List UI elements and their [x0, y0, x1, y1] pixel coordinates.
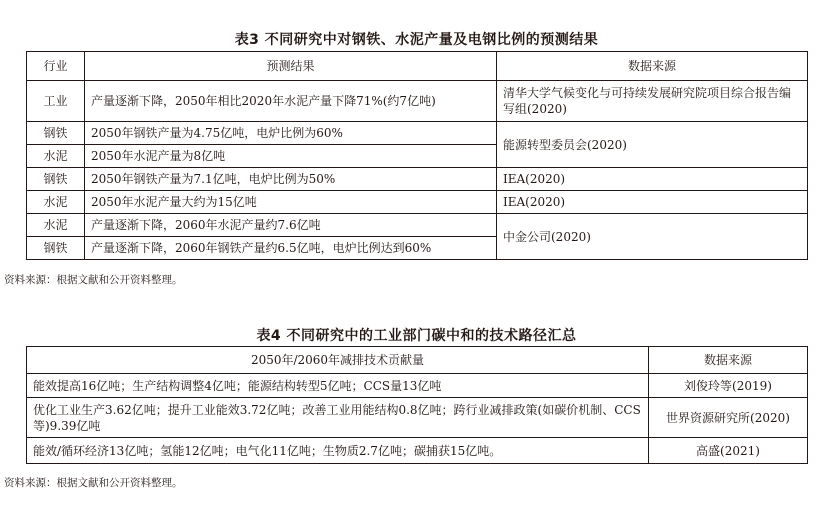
table4-header-row	[27, 347, 808, 374]
header-source: 数据来源	[649, 347, 808, 374]
table3-footnote: 资料来源：根据文献和公开资料整理。	[4, 274, 183, 286]
source-cell: 中金公司(2020)	[497, 214, 808, 260]
source-cell: 世界资源研究所(2020)	[649, 398, 808, 438]
industry-cell: 工业	[27, 81, 85, 122]
table4-title: 表4 不同研究中的工业部门碳中和的技术路径汇总	[256, 328, 577, 344]
result-cell: 2050年钢铁产量为4.75亿吨，电炉比例为60%	[85, 122, 497, 145]
result-cell: 2050年水泥产量为8亿吨	[85, 145, 497, 168]
header-contribution: 2050年/2060年减排技术贡献量	[27, 347, 649, 374]
table3	[26, 51, 808, 260]
result-cell: 2050年钢铁产量为7.1亿吨，电炉比例为50%	[85, 168, 497, 191]
table-row	[27, 374, 808, 398]
table-row	[27, 214, 808, 237]
industry-cell: 钢铁	[27, 168, 85, 191]
result-cell: 产量逐渐下降，2060年水泥产量约7.6亿吨	[85, 214, 497, 237]
industry-cell: 水泥	[27, 145, 85, 168]
industry-cell: 水泥	[27, 191, 85, 214]
result-cell: 产量逐渐下降，2060年钢铁产量约6.5亿吨，电炉比例达到60%	[85, 237, 497, 260]
contribution-cell: 优化工业生产3.62亿吨；提升工业能效3.72亿吨；改善工业用能结构0.8亿吨；跨行业减排政策(如碳价机制、CCS等)9.39亿吨	[27, 398, 649, 438]
table3-header-row	[27, 52, 808, 81]
table-row	[27, 438, 808, 464]
source-cell: IEA(2020)	[497, 191, 808, 214]
source-cell: 能源转型委员会(2020)	[497, 122, 808, 168]
source-cell: 刘俊玲等(2019)	[649, 374, 808, 398]
source-cell: IEA(2020)	[497, 168, 808, 191]
table-row	[27, 81, 808, 122]
table-row	[27, 398, 808, 438]
header-result: 预测结果	[85, 52, 497, 81]
result-cell: 2050年水泥产量大约为15亿吨	[85, 191, 497, 214]
industry-cell: 钢铁	[27, 237, 85, 260]
industry-cell: 钢铁	[27, 122, 85, 145]
table3-title: 表3 不同研究中对钢铁、水泥产量及电钢比例的预测结果	[234, 32, 599, 48]
source-cell: 高盛(2021)	[649, 438, 808, 464]
table-row	[27, 168, 808, 191]
table4-footnote: 资料来源：根据文献和公开资料整理。	[4, 477, 183, 489]
source-cell: 清华大学气候变化与可持续发展研究院项目综合报告编写组(2020)	[497, 81, 808, 122]
contribution-cell: 能效/循环经济13亿吨；氢能12亿吨；电气化11亿吨；生物质2.7亿吨；碳捕获15亿吨。	[27, 438, 649, 464]
table4	[26, 346, 808, 464]
table-row	[27, 191, 808, 214]
header-source: 数据来源	[497, 52, 808, 81]
table-row	[27, 122, 808, 145]
result-cell: 产量逐渐下降，2050年相比2020年水泥产量下降71%(约7亿吨)	[85, 81, 497, 122]
industry-cell: 水泥	[27, 214, 85, 237]
header-industry: 行业	[27, 52, 85, 81]
contribution-cell: 能效提高16亿吨；生产结构调整4亿吨；能源结构转型5亿吨；CCS量13亿吨	[27, 374, 649, 398]
